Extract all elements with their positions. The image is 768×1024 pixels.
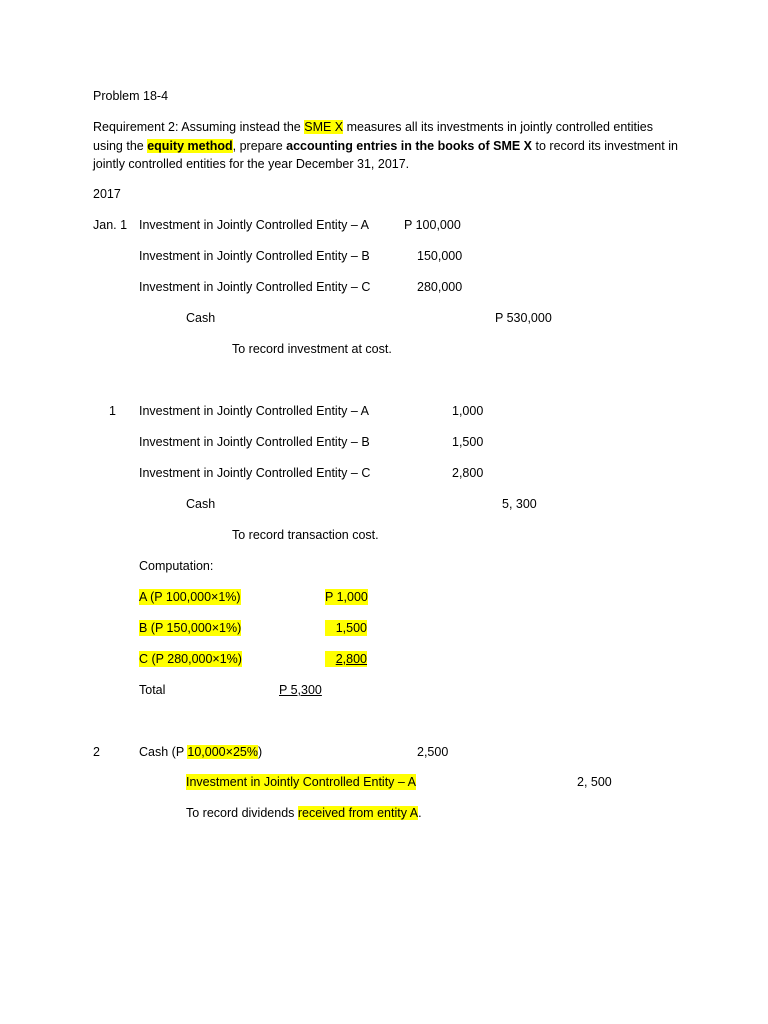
computation-total-label: Total [139,683,166,697]
entry3-memo [186,805,422,821]
entry1-date: Jan. 1 [93,218,128,232]
entry1-memo: To record investment at cost. [232,342,392,356]
entry1-debit-amount: 280,000 [417,280,463,294]
entry3-memo-prefix: To record dividends [186,806,298,820]
requirement-text: , prepare [232,138,287,153]
entry2-debit-account: Investment in Jointly Controlled Entity – A [139,404,369,418]
computation-row-label: A (P 100,000×1%) [139,590,241,604]
entry3-debit-account [139,744,262,760]
problem-title: Problem 18-4 [93,89,169,103]
entry2-debit-amount: 1,000 [452,404,484,418]
computation-row-amount: 2,800 [325,651,367,667]
entry2-memo: To record transaction cost. [232,528,379,542]
entry3-debit-prefix: Cash (P [139,745,188,759]
entry3-date: 2 [93,745,100,759]
entry1-debit-amount: P 100,000 [404,218,461,232]
entry2-credit-amount: 5, 300 [502,497,537,511]
requirement-text: to record its investment in jointly controlled entities for the year December 31, 2017. [93,138,678,171]
entry3-debit-amount: 2,500 [417,745,449,759]
bold-accounting-entries: accounting entries in the books of SME X [286,138,533,153]
computation-row-label: C (P 280,000×1%) [139,652,242,666]
entry2-debit-amount: 1,500 [452,435,484,449]
entry1-debit-account: Investment in Jointly Controlled Entity – A [139,218,369,232]
requirement-paragraph [93,118,683,174]
entry3-memo-suffix: . [418,806,422,820]
computation-label: Computation: [139,559,214,573]
computation-row-amount: P 1,000 [325,590,368,604]
entry1-credit-account: Cash [186,311,216,325]
highlight-sme-x: SME X [304,120,344,134]
entry2-debit-account: Investment in Jointly Controlled Entity – C [139,466,371,480]
computation-row-amount: 1,500 [325,620,367,636]
entry2-date: 1 [109,404,116,418]
year-label: 2017 [93,187,121,201]
entry2-credit-account: Cash [186,497,216,511]
entry2-debit-amount: 2,800 [452,466,484,480]
requirement-text: Requirement 2: Assuming instead the [93,120,305,134]
entry3-debit-suffix: ) [257,745,263,759]
computation-total-amount: P 5,300 [279,683,322,697]
requirement-text: measures all its investments in jointly controlled entities using the [93,120,653,153]
entry3-memo-highlight: received from entity A [297,806,419,820]
entry3-credit-account: Investment in Jointly Controlled Entity – A [186,775,416,789]
entry3-credit-amount: 2, 500 [577,775,612,789]
computation-row-label: B (P 150,000×1%) [139,621,242,635]
highlight-equity-method: equity method [147,138,233,153]
entry1-debit-amount: 150,000 [417,249,463,263]
entry1-debit-account: Investment in Jointly Controlled Entity – B [139,249,370,263]
entry1-credit-amount: P 530,000 [495,311,552,325]
entry3-debit-highlight: 10,000×25% [187,745,258,759]
entry2-debit-account: Investment in Jointly Controlled Entity – B [139,435,370,449]
entry1-debit-account: Investment in Jointly Controlled Entity – C [139,280,371,294]
